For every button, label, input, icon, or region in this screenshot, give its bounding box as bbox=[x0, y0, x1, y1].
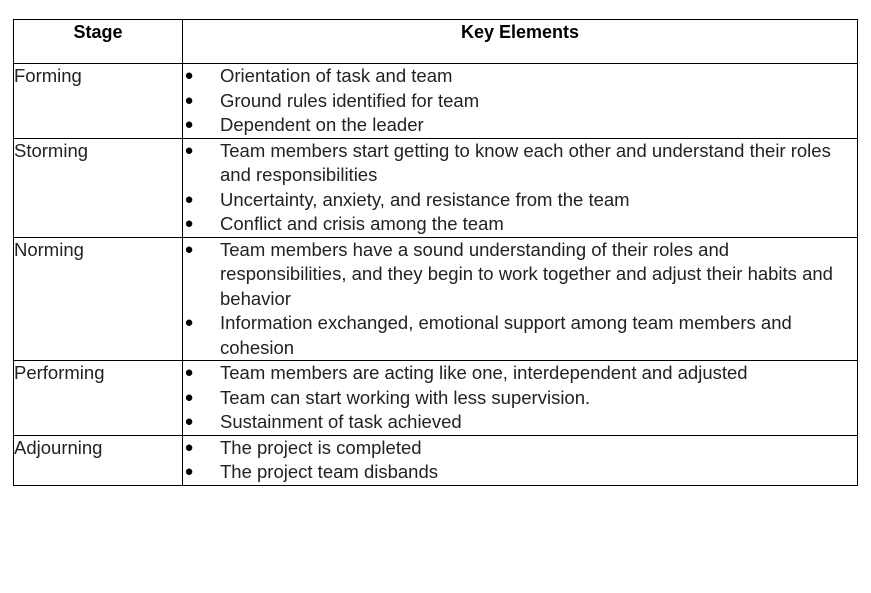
bullet-icon: ● bbox=[184, 364, 194, 381]
list-item bbox=[183, 188, 857, 213]
list-item-text: Sustainment of task achieved bbox=[220, 411, 462, 432]
table-header-row bbox=[14, 20, 858, 64]
bullet-icon: ● bbox=[184, 438, 194, 456]
list-item-text: Conflict and crisis among the team bbox=[220, 213, 504, 234]
bullet-icon: ● bbox=[184, 91, 194, 109]
key-elements-list bbox=[183, 361, 857, 435]
bullet-icon: ● bbox=[184, 314, 194, 331]
list-item-text: Team members are acting like one, interdependent and adjusted bbox=[220, 362, 748, 383]
list-item bbox=[183, 212, 857, 237]
stage-name: Adjourning bbox=[14, 435, 183, 485]
list-item bbox=[183, 113, 857, 138]
list-item-text: The project team disbands bbox=[220, 461, 439, 482]
list-item bbox=[183, 139, 857, 188]
team-stages-table bbox=[13, 19, 858, 486]
key-elements-cell bbox=[183, 138, 858, 237]
stage-column-header: Stage bbox=[14, 20, 183, 64]
key-elements-list bbox=[183, 64, 857, 138]
list-item bbox=[183, 436, 857, 461]
key-elements-cell bbox=[183, 435, 858, 485]
list-item-text: Team members have a sound understanding of their roles and responsibilities, and they begin to work together and adjust their habits and behavior bbox=[220, 238, 833, 309]
key-elements-column-header: Key Elements bbox=[183, 20, 858, 64]
list-item-text: Team members start getting to know each other and understand their roles and responsibilities bbox=[220, 139, 831, 185]
list-item bbox=[183, 89, 857, 114]
list-item bbox=[183, 410, 857, 435]
list-item bbox=[183, 460, 857, 485]
bullet-icon: ● bbox=[184, 413, 194, 430]
bullet-icon: ● bbox=[184, 67, 194, 84]
key-elements-list bbox=[183, 436, 857, 485]
list-item bbox=[183, 238, 857, 312]
list-item-text: Team can start working with less supervision. bbox=[220, 386, 591, 408]
bullet-icon: ● bbox=[184, 388, 194, 406]
key-elements-cell bbox=[183, 361, 858, 436]
bullet-icon: ● bbox=[184, 240, 194, 258]
table-row-performing bbox=[14, 361, 858, 436]
list-item-text: The project is completed bbox=[220, 436, 422, 458]
list-item-text: Information exchanged, emotional support among team members and cohesion bbox=[220, 312, 792, 358]
stage-name: Forming bbox=[14, 64, 183, 139]
stage-name: Performing bbox=[14, 361, 183, 436]
key-elements-list bbox=[183, 139, 857, 237]
stage-name: Norming bbox=[14, 237, 183, 361]
list-item bbox=[183, 64, 857, 89]
list-item bbox=[183, 361, 857, 386]
table-row-storming bbox=[14, 138, 858, 237]
key-elements-cell bbox=[183, 64, 858, 139]
bullet-icon: ● bbox=[184, 463, 194, 480]
key-elements-cell bbox=[183, 237, 858, 361]
list-item-text: Orientation of task and team bbox=[220, 65, 453, 86]
bullet-icon: ● bbox=[184, 141, 194, 159]
table-row-norming bbox=[14, 237, 858, 361]
list-item bbox=[183, 386, 857, 411]
table-row-forming bbox=[14, 64, 858, 139]
list-item bbox=[183, 311, 857, 360]
stage-name: Storming bbox=[14, 138, 183, 237]
table-row-adjourning bbox=[14, 435, 858, 485]
key-elements-list bbox=[183, 238, 857, 361]
bullet-icon: ● bbox=[184, 190, 194, 208]
list-item-text: Ground rules identified for team bbox=[220, 89, 480, 111]
bullet-icon: ● bbox=[184, 215, 194, 232]
list-item-text: Uncertainty, anxiety, and resistance from the team bbox=[220, 188, 630, 210]
bullet-icon: ● bbox=[184, 116, 194, 133]
list-item-text: Dependent on the leader bbox=[220, 114, 424, 135]
